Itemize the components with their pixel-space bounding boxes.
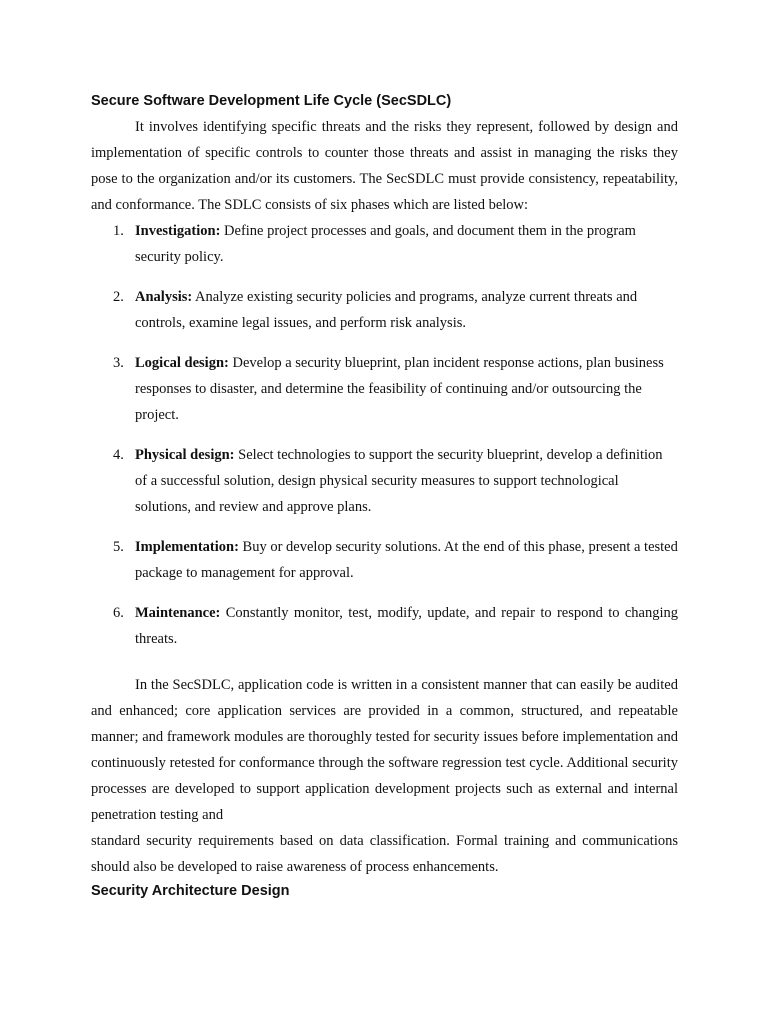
phase-item-investigation [91, 218, 678, 270]
section-title: Secure Software Development Life Cycle (SecSDLC) [91, 93, 452, 109]
phase-description: Select technologies to support the security blueprint, develop a definition of a successful solution, design physical security measures to support technological solutions, and review and approve plans. [135, 447, 663, 515]
closing-paragraph-continued: standard security requirements based on data classification. Formal training and communications should also be developed to raise awareness of process enhancements. [91, 833, 678, 875]
phase-label: Investigation: [135, 223, 221, 239]
phase-description: Develop a security blueprint, plan incident response actions, plan business responses to disaster, and determine the feasibility of continuing and/or outsourcing the project. [135, 355, 664, 423]
document-page [91, 90, 678, 902]
phase-item-physical-design [91, 442, 678, 520]
phase-item-analysis [91, 284, 678, 336]
phase-item-maintenance [91, 600, 678, 652]
phase-item-logical-design [91, 350, 678, 428]
phase-number: 2. [113, 289, 124, 305]
phase-description: Define project processes and goals, and document them in the program security policy. [135, 223, 636, 265]
phase-number: 1. [113, 223, 124, 239]
phase-label: Physical design: [135, 447, 235, 463]
phase-label: Analysis: [135, 289, 193, 305]
phase-number: 3. [113, 355, 124, 371]
intro-paragraph: It involves identifying specific threats and the risks they represent, followed by design and implementation of specific controls to counter those threats and assist in managing the risks they pose to the organization and/or its customers. The SecSDLC must provide consistency, repeatability, and conformance. The SDLC consists of six phases which are listed below: [91, 119, 678, 213]
phase-label: Implementation: [135, 539, 239, 555]
phase-label: Maintenance: [135, 605, 221, 621]
phase-number: 4. [113, 447, 124, 463]
phase-label: Logical design: [135, 355, 229, 371]
next-section-title: Security Architecture Design [91, 883, 290, 899]
phase-description: Constantly monitor, test, modify, update, and repair to respond to changing threats. [135, 605, 678, 647]
phase-item-implementation [91, 534, 678, 586]
phase-description: Analyze existing security policies and programs, analyze current threats and controls, examine legal issues, and perform risk analysis. [135, 289, 638, 331]
phase-description: Buy or develop security solutions. At the end of this phase, present a tested package to management for approval. [135, 539, 678, 581]
phase-list [91, 218, 678, 652]
closing-paragraph: In the SecSDLC, application code is written in a consistent manner that can easily be audited and enhanced; core application services are provided in a common, structured, and repeatable manner; and framework modules are thoroughly tested for security issues before implementation and continuously retested for conformance through the software regression test cycle. Additional security processes are developed to support application development projects such as external and internal penetration testing and [91, 677, 678, 823]
phase-number: 5. [113, 539, 124, 555]
phase-number: 6. [113, 605, 124, 621]
